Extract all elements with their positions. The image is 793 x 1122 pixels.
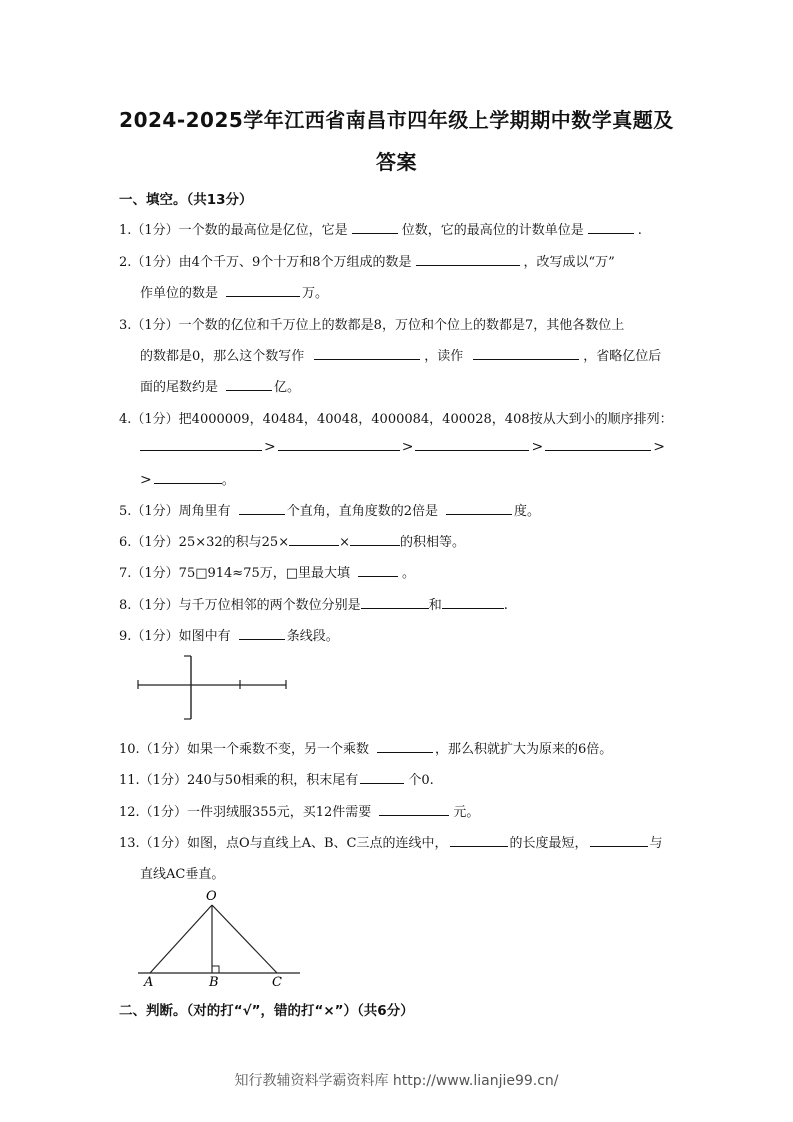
answer-blank[interactable] [590, 834, 648, 847]
question-6-text-a: 6.（1分）25×32的积与25× [119, 535, 290, 550]
greater-than-sign: > [653, 439, 665, 455]
greater-than-sign: > [401, 439, 414, 455]
question-10 [119, 738, 612, 757]
answer-blank[interactable] [545, 438, 651, 451]
point-label-b: B [209, 975, 219, 990]
question-12-text-b: 元。 [453, 805, 480, 820]
question-4 [119, 408, 673, 427]
answer-blank[interactable] [415, 438, 529, 451]
answer-blank[interactable] [588, 221, 634, 234]
question-4-end: 。 [221, 473, 235, 488]
question-9-text-b: 条线段。 [286, 629, 339, 644]
footer-watermark-text: 知行教辅资料学霸资料库 http://www.lianjie99.cn/ [234, 1073, 559, 1089]
question-7-text-a: 7.（1分）75□914≈75万，□里最大填 [119, 566, 351, 581]
question-7 [119, 562, 415, 581]
question-3-text-a: 3.（1分）一个数的亿位和千万位上的数都是8，万位和个位上的数都是7，其他各数位上 [119, 318, 625, 333]
question-4-line-2 [140, 438, 667, 455]
question-7-text-b: 。 [402, 566, 416, 581]
question-5 [119, 500, 540, 519]
question-6-text-c: 的积相等。 [400, 535, 466, 550]
answer-blank[interactable] [239, 627, 285, 640]
question-11 [119, 769, 434, 788]
question-5-text-c: 度。 [513, 504, 540, 519]
question-1-text-c: . [637, 223, 642, 238]
question-13-text-c: 与 [649, 836, 663, 851]
question-2-line-2 [140, 282, 328, 301]
answer-blank[interactable] [289, 533, 339, 546]
question-3-line-2 [140, 345, 661, 364]
answer-blank[interactable] [314, 347, 420, 360]
right-angle-mark [212, 966, 219, 973]
question-8-text-a: 8.（1分）与千万位相邻的两个数位分别是 [119, 598, 361, 613]
question-1 [119, 219, 642, 238]
point-label-o: O [206, 889, 217, 904]
question-3-text-b: 的数都是0，那么这个数写作 [140, 349, 305, 364]
question-3-line-3 [140, 376, 300, 395]
question-13 [119, 832, 663, 851]
question-3 [119, 314, 624, 333]
answer-blank[interactable] [154, 471, 222, 484]
question-3-text-c: ，读作 [424, 349, 464, 364]
answer-blank[interactable] [239, 502, 285, 515]
question-10-text-b: ，那么积就扩大为原来的6倍。 [434, 742, 613, 757]
answer-blank[interactable] [379, 803, 449, 816]
answer-blank[interactable] [226, 284, 300, 297]
section-heading-fill-in: 一、填空。（共13分） [119, 192, 253, 208]
section-heading-true-false: 二、判断。（对的打“√”，错的打“×”）（共6分） [119, 1003, 414, 1019]
answer-blank[interactable] [450, 834, 508, 847]
question-9-text-a: 9.（1分）如图中有 [119, 629, 231, 644]
segment-oa [150, 905, 212, 973]
page-title-continued: 答案 [376, 150, 417, 174]
question-2-text-b: ，改写成以“万” [523, 255, 615, 270]
question-3-text-d: ，省略亿位后 [583, 349, 662, 364]
greater-than-sign: > [140, 472, 152, 488]
question-11-text-b: 个0. [408, 773, 434, 788]
triangle-figure [130, 885, 310, 990]
question-12-text-a: 12.（1分）一件羽绒服355元，买12件需要 [119, 805, 372, 820]
question-12 [119, 801, 479, 820]
answer-blank[interactable] [358, 564, 398, 577]
answer-blank[interactable] [416, 253, 520, 266]
question-13-text-d: 直线AC垂直。 [140, 867, 225, 882]
question-2-text-c: 作单位的数是 [140, 286, 219, 301]
answer-blank[interactable] [140, 438, 262, 451]
question-5-text-b: 个直角，直角度数的2倍是 [286, 504, 438, 519]
answer-blank[interactable] [350, 533, 400, 546]
question-1-text-b: 位数，它的最高位的计数单位是 [401, 223, 584, 238]
greater-than-sign: > [264, 439, 276, 455]
question-2 [119, 251, 615, 270]
question-9 [119, 625, 339, 644]
question-8 [119, 594, 508, 613]
answer-blank[interactable] [360, 771, 404, 784]
question-8-text-b: 和 [428, 598, 442, 613]
question-2-text-a: 2.（1分）由4个千万、9个十万和8个万组成的数是 [119, 255, 412, 270]
line-segment-figure [130, 652, 300, 724]
answer-blank[interactable] [226, 378, 272, 391]
page-title: 2024-2025学年江西省南昌市四年级上学期期中数学真题及 [119, 108, 674, 132]
question-6 [119, 531, 465, 550]
question-3-text-e: 面的尾数约是 [140, 380, 219, 395]
question-13-text-a: 13.（1分）如图，点O与直线上A、B、C三点的连线中， [119, 836, 448, 851]
answer-blank[interactable] [361, 596, 429, 609]
segment-oc [212, 905, 277, 973]
question-3-text-f: 亿。 [274, 380, 301, 395]
question-8-text-c: . [503, 598, 508, 613]
point-label-a: A [144, 975, 154, 990]
question-4-text-a: 4.（1分）把4000009，40484，40048，4000084，400028，408按从大到小的顺序排列： [119, 412, 673, 427]
question-6-text-b: × [339, 535, 350, 550]
point-label-c: C [272, 975, 282, 990]
question-10-text-a: 10.（1分）如果一个乘数不变，另一个乘数 [119, 742, 369, 757]
answer-blank[interactable] [377, 740, 433, 753]
question-13-line-2 [140, 863, 224, 882]
greater-than-sign: > [531, 439, 544, 455]
question-1-text-a: 1.（1分）一个数的最高位是亿位，它是 [119, 223, 348, 238]
answer-blank[interactable] [352, 221, 398, 234]
question-11-text-a: 11.（1分）240与50相乘的积，积末尾有 [119, 773, 359, 788]
answer-blank[interactable] [278, 438, 400, 451]
answer-blank[interactable] [446, 502, 512, 515]
question-5-text-a: 5.（1分）周角里有 [119, 504, 231, 519]
question-2-text-d: 万。 [302, 286, 329, 301]
question-13-text-b: 的长度最短， [509, 836, 588, 851]
answer-blank[interactable] [473, 347, 579, 360]
answer-blank[interactable] [442, 596, 504, 609]
question-4-line-3 [140, 469, 235, 488]
